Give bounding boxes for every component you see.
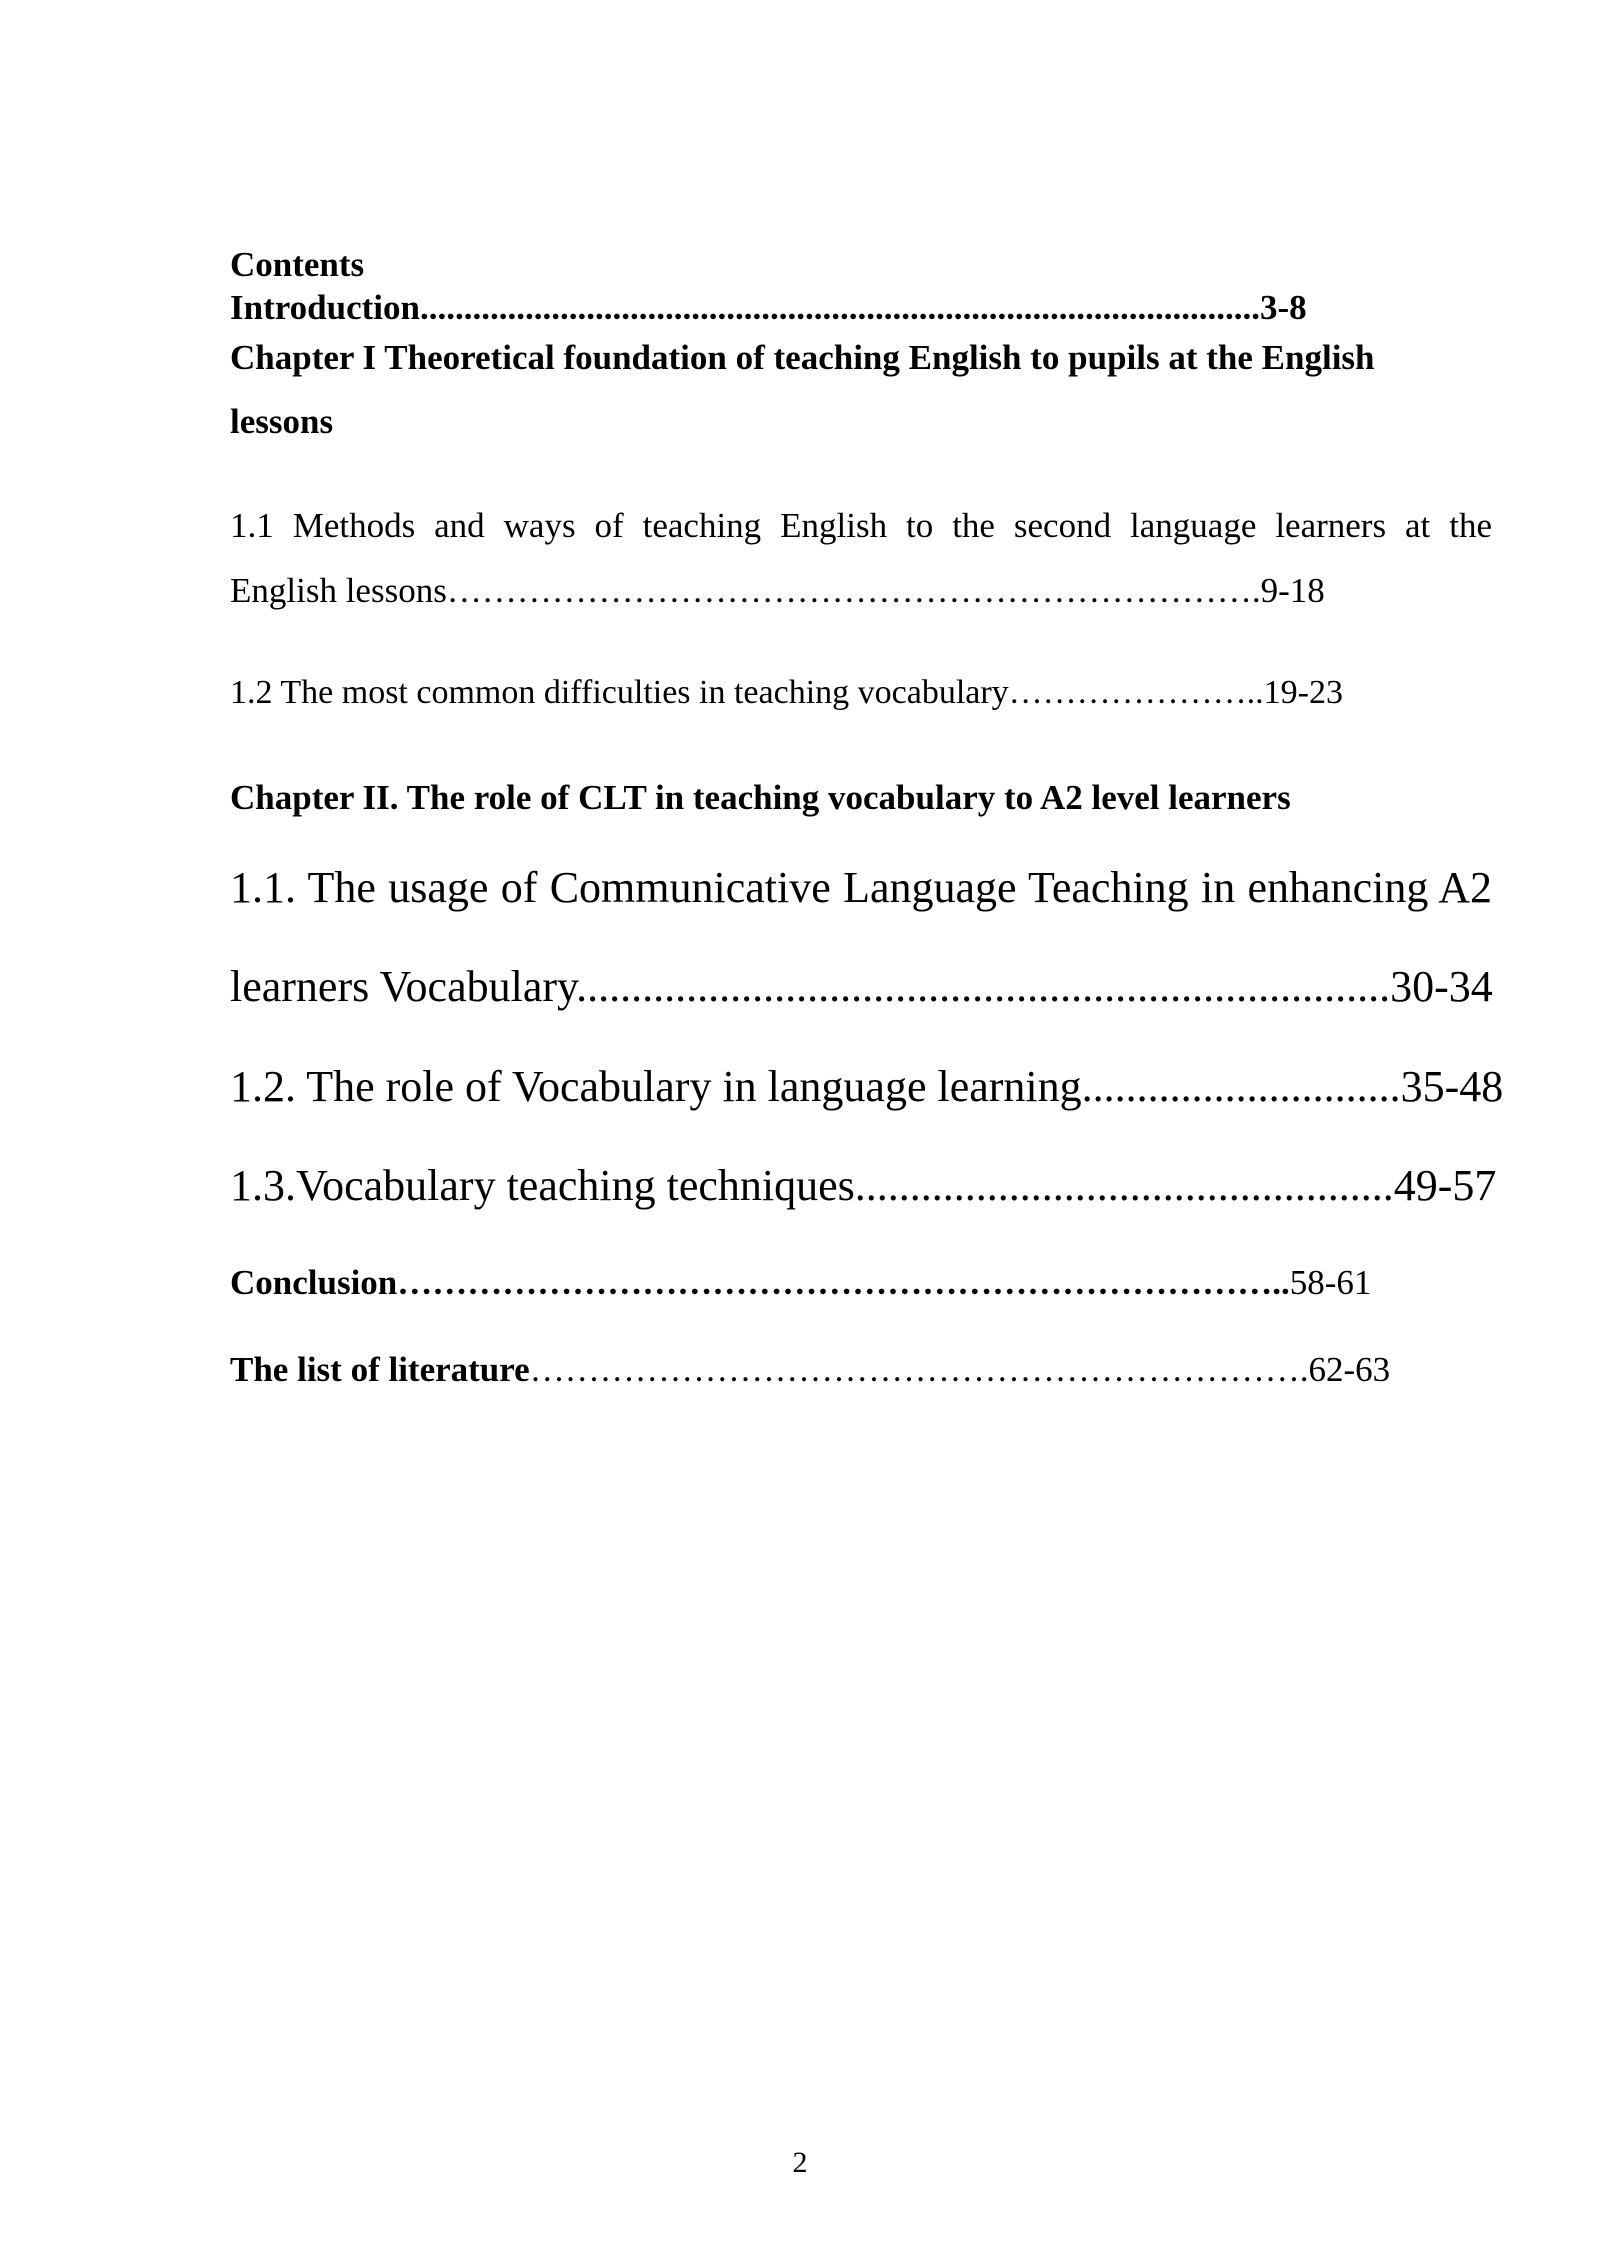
toc-conclusion-pages: 58-61	[1289, 1263, 1372, 1302]
toc-item-1-1-line1: 1.1 Methods and ways of teaching English to the second language learners at the	[230, 506, 1492, 545]
toc-item-2-1-line2: learners Vocabulary..........................................................................30-34	[230, 962, 1493, 1011]
toc-conclusion	[230, 1265, 1371, 1300]
toc-literature-label: The list of literature	[230, 1350, 530, 1389]
toc-item-1-1-line2: English lessons…………………………………………………………….9-18	[230, 571, 1325, 610]
toc-chapter1-title-line2: lessons	[230, 402, 334, 441]
toc-chapter1-title-line1: Chapter I Theoretical foundation of teaching English to pupils at the English	[230, 338, 1375, 377]
toc-item-2-3: 1.3.Vocabulary teaching techniques.................................................49-57	[230, 1161, 1497, 1210]
toc-chapter2-title: Chapter II. The role of CLT in teaching vocabulary to A2 level learners	[230, 778, 1291, 817]
toc-item-2-1-line1: 1.1. The usage of Communicative Language Teaching in enhancing A2	[230, 863, 1492, 912]
toc-literature-dots: ………………………………………………………….	[529, 1350, 1309, 1389]
toc-literature	[230, 1352, 1390, 1387]
toc-conclusion-label: Conclusion…………………………………………………………………..	[230, 1263, 1290, 1302]
contents-heading: Contents	[230, 245, 365, 284]
toc-literature-pages: 62-63	[1308, 1350, 1391, 1389]
toc-item-1-2: 1.2 The most common difficulties in teaching vocabulary…………………..19-23	[230, 674, 1344, 711]
toc-introduction: Introduction................................................................................................3-8	[230, 288, 1307, 327]
page-number: 2	[792, 2146, 808, 2179]
toc-item-2-2: 1.2. The role of Vocabulary in language learning.............................35-48	[230, 1062, 1504, 1111]
